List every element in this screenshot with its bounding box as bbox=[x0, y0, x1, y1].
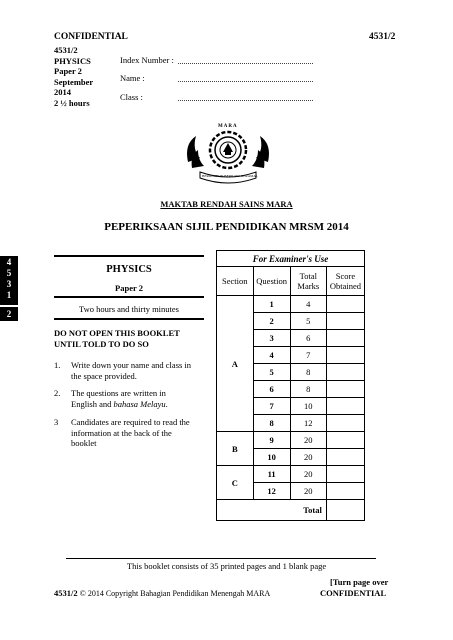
instruction-text: Write down your name and class in the space provided. bbox=[71, 360, 192, 381]
score-cell[interactable] bbox=[326, 483, 364, 500]
logo-top-text: MARA bbox=[218, 124, 238, 129]
paper-code: 4531/2 bbox=[369, 32, 396, 42]
question-number: 4 bbox=[253, 347, 290, 364]
total-label: Total bbox=[217, 500, 327, 521]
confidential-label: CONFIDENTIAL bbox=[54, 32, 128, 42]
turn-over-note: [Turn page over bbox=[330, 577, 389, 587]
header-question: Question bbox=[253, 267, 290, 296]
score-cell[interactable] bbox=[326, 364, 364, 381]
score-cell[interactable] bbox=[326, 415, 364, 432]
total-marks: 20 bbox=[290, 466, 326, 483]
total-row bbox=[217, 500, 365, 521]
side-tab-paper: 2 bbox=[0, 307, 18, 321]
total-marks: 20 bbox=[290, 432, 326, 449]
total-marks: 20 bbox=[290, 449, 326, 466]
total-marks: 6 bbox=[290, 330, 326, 347]
section-label: B bbox=[217, 432, 254, 466]
total-marks: 8 bbox=[290, 381, 326, 398]
total-marks: 8 bbox=[290, 364, 326, 381]
table-row bbox=[217, 296, 365, 313]
table-row bbox=[217, 466, 365, 483]
instruction-text: Candidates are required to read the information at the back of the booklet bbox=[71, 417, 190, 448]
table-row bbox=[217, 432, 365, 449]
question-number: 2 bbox=[253, 313, 290, 330]
total-score-cell[interactable] bbox=[326, 500, 364, 521]
institution-name: MAKTAB RENDAH SAINS MARA bbox=[160, 199, 293, 209]
question-number: 11 bbox=[253, 466, 290, 483]
header-section: Section bbox=[217, 267, 254, 296]
score-cell[interactable] bbox=[326, 398, 364, 415]
instruction-number: 1. bbox=[54, 360, 61, 370]
logo-motto: BERDISIPLIN BERILMU BERAMAL bbox=[202, 174, 259, 178]
paper-info: 4531/2 PHYSICS Paper 2 September 2014 2 ½ hours bbox=[54, 45, 94, 108]
question-number: 5 bbox=[253, 364, 290, 381]
total-marks: 5 bbox=[290, 313, 326, 330]
score-cell[interactable] bbox=[326, 313, 364, 330]
pages-note: This booklet consists of 35 printed pages and 1 blank page bbox=[126, 561, 327, 571]
question-number: 9 bbox=[253, 432, 290, 449]
divider bbox=[54, 318, 204, 320]
score-cell[interactable] bbox=[326, 347, 364, 364]
class-field[interactable] bbox=[178, 94, 313, 101]
question-number: 6 bbox=[253, 381, 290, 398]
section-label: A bbox=[217, 296, 254, 432]
name-field[interactable] bbox=[178, 75, 313, 82]
question-number: 7 bbox=[253, 398, 290, 415]
instruction-number: 3 bbox=[54, 417, 59, 427]
score-cell[interactable] bbox=[326, 330, 364, 347]
duration: Two hours and thirty minutes bbox=[79, 304, 179, 314]
divider bbox=[54, 296, 204, 298]
class-label: Class : bbox=[120, 92, 143, 102]
total-marks: 20 bbox=[290, 483, 326, 500]
score-cell[interactable] bbox=[326, 296, 364, 313]
section-label: C bbox=[217, 466, 254, 500]
question-number: 1 bbox=[253, 296, 290, 313]
instruction-number: 2. bbox=[54, 388, 61, 398]
examiner-table bbox=[216, 250, 365, 521]
side-tab-code: 4 5 3 1 bbox=[0, 256, 18, 305]
footer-confidential: CONFIDENTIAL bbox=[320, 588, 387, 598]
question-number: 8 bbox=[253, 415, 290, 432]
index-number-field[interactable] bbox=[178, 57, 313, 64]
score-cell[interactable] bbox=[326, 432, 364, 449]
divider bbox=[54, 255, 204, 257]
question-number: 3 bbox=[253, 330, 290, 347]
footer-divider bbox=[66, 558, 376, 559]
index-number-label: Index Number : bbox=[120, 55, 174, 65]
score-cell[interactable] bbox=[326, 381, 364, 398]
name-label: Name : bbox=[120, 73, 145, 83]
header-score-obtained: Score Obtained bbox=[326, 267, 364, 296]
footer-copyright: 4531/2 © 2014 Copyright Bahagian Pendidikan Menengah MARA bbox=[54, 588, 271, 598]
total-marks: 10 bbox=[290, 398, 326, 415]
total-marks: 12 bbox=[290, 415, 326, 432]
header-total-marks: Total Marks bbox=[290, 267, 326, 296]
score-cell[interactable] bbox=[326, 449, 364, 466]
paper-number: Paper 2 bbox=[115, 283, 143, 293]
examiner-table-title: For Examiner's Use bbox=[217, 251, 365, 267]
total-marks: 4 bbox=[290, 296, 326, 313]
do-not-open-warning: DO NOT OPEN THIS BOOKLET UNTIL TOLD TO DO SO bbox=[54, 328, 180, 349]
exam-title: PEPERIKSAAN SIJIL PENDIDIKAN MRSM 2014 bbox=[104, 221, 349, 233]
score-cell[interactable] bbox=[326, 466, 364, 483]
question-number: 10 bbox=[253, 449, 290, 466]
subject-name: PHYSICS bbox=[106, 264, 152, 275]
total-marks: 7 bbox=[290, 347, 326, 364]
question-number: 12 bbox=[253, 483, 290, 500]
instruction-text: The questions are written in English and bahasa Melayu. bbox=[71, 388, 168, 409]
mara-crest-icon bbox=[182, 122, 274, 188]
